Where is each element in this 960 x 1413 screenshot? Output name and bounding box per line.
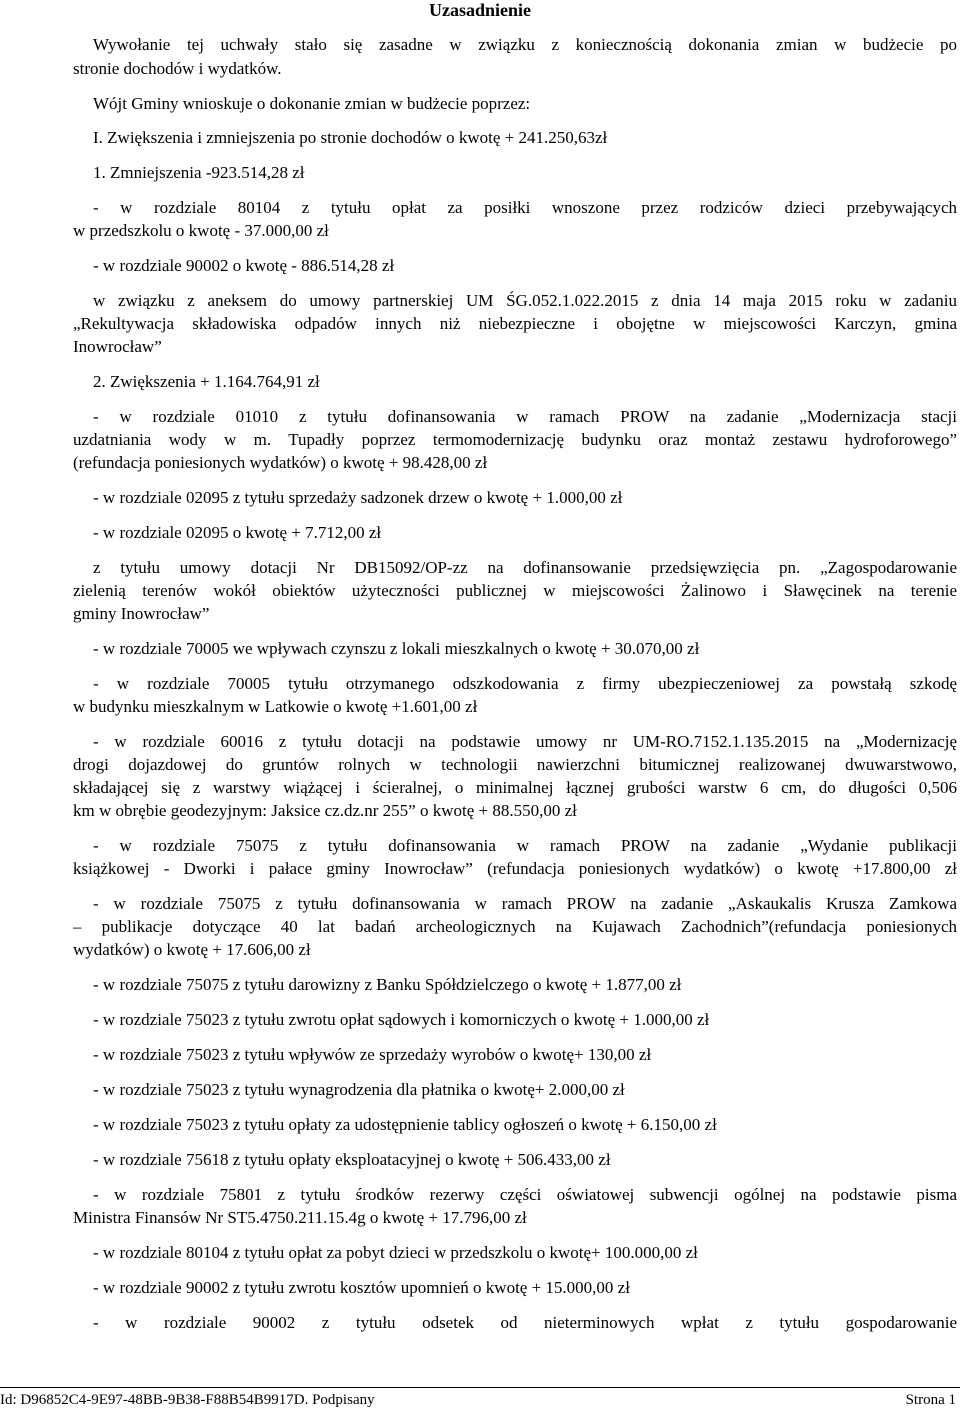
item-60016-line1: - w rozdziale 60016 z tytułu dotacji na podstawie umowy nr UM-RO.7152.1.135.2015 na „Modernizację [93,732,957,751]
item-60016-line4: km w obrębie geodezyjnym: Jaksice cz.dz.nr 255” o kwotę + 88.550,00 zł [73,801,577,820]
paragraph-intro-line2: stronie dochodów i wydatków. [73,59,282,78]
grant-line2: zielenią terenów wokół obiektów użyteczności publicznej w miejscowości Żalinowo i Sławęcinek na terenie [73,581,957,600]
item-90002-reminder-costs: - w rozdziale 90002 z tytułu zwrotu kosztów upomnień o kwotę + 15.000,00 zł [93,1278,630,1297]
item-90002-interest: - w rozdziale 90002 z tytułu odsetek od nieterminowych wpłat z tytułu gospodarowanie [93,1313,957,1332]
item-80104-line1: - w rozdziale 80104 z tytułu opłat za posiłki wnoszone przez rodziców dzieci przebywających [93,198,957,217]
item-75075-askaukalis-line2: – publikacje dotyczące 40 lat badań archeologicznych na Kujawach Zachodnich”(refundacja poniesionych [73,917,957,936]
item-75023-products: - w rozdziale 75023 z tytułu wpływów ze sprzedaży wyrobów o kwotę+ 130,00 zł [93,1045,652,1064]
item-75618-exploitation-fee: - w rozdziale 75618 z tytułu opłaty eksploatacyjnej o kwotę + 506.433,00 zł [93,1150,611,1169]
item-70005-rent: - w rozdziale 70005 we wpływach czynszu z lokali mieszkalnych o kwotę + 30.070,00 zł [93,639,700,658]
item-01010-line3: (refundacja poniesionych wydatków) o kwotę + 98.428,00 zł [73,453,488,472]
item-75075-publication-line1: - w rozdziale 75075 z tytułu dofinansowania w ramach PROW na zadanie „Wydanie publikacji [93,836,957,855]
paragraph-request: Wójt Gminy wnioskuje o dokonanie zmian w budżecie poprzez: [93,94,531,113]
item-01010-line2: uzdatniania wody w m. Tupadły poprzez termomodernizację budynku oraz montaż zestawu hydroforowego” [73,430,957,449]
item-75075-donation: - w rozdziale 75075 z tytułu darowizny z Banku Spółdzielczego o kwotę + 1.877,00 zł [93,975,682,994]
footer-document-id: Id: D96852C4-9E97-48BB-9B38-F88B54B9917D. Podpisany [0,1392,375,1408]
item-75075-publication-line2: książkowej - Dworki i pałace gminy Inowrocław” (refundacja poniesionych wydatków) o kwotę +17.800,00 zł [73,859,957,878]
item-75075-askaukalis-line3: wydatków) o kwotę + 17.606,00 zł [73,940,311,959]
item-70005-compensation-line2: w budynku mieszkalnym w Latkowie o kwotę +1.601,00 zł [73,697,478,716]
footer-divider [0,1387,960,1388]
paragraph-intro-line1: Wywołanie tej uchwały stało się zasadne w związku z koniecznością dokonania zmian w budżecie po [93,35,957,54]
item-80104-line2: w przedszkolu o kwotę - 37.000,00 zł [73,221,329,240]
item-75801-line1: - w rozdziale 75801 z tytułu środków rezerwy części oświatowej subwencji ogólnej na podstawie pisma [93,1185,957,1204]
document-heading: Uzasadnienie [428,0,531,20]
item-75023-court-fees: - w rozdziale 75023 z tytułu zwrotu opłat sądowych i komorniczych o kwotę + 1.000,00 zł [93,1010,710,1029]
annex-line1: w związku z aneksem do umowy partnerskiej UM ŚG.052.1.022.2015 z dnia 14 maja 2015 roku w zadaniu [93,291,957,310]
item-75023-notice-board: - w rozdziale 75023 z tytułu opłaty za udostępnienie tablicy ogłoszeń o kwotę + 6.150,00 zł [93,1115,717,1134]
decrease-heading: 1. Zmniejszenia -923.514,28 zł [93,163,305,182]
item-75075-askaukalis-line1: - w rozdziale 75075 z tytułu dofinansowania w ramach PROW na zadanie „Askaukalis Krusza Zamkowa [93,894,957,913]
item-70005-compensation-line1: - w rozdziale 70005 tytułu otrzymanego odszkodowania z firmy ubezpieczeniowej za powstałą szkodę [93,674,957,693]
item-90002-decrease: - w rozdziale 90002 o kwotę - 886.514,28 zł [93,256,395,275]
section-i-heading: I. Zwiększenia i zmniejszenia po stronie dochodów o kwotę + 241.250,63zł [93,128,608,147]
item-75801-line2: Ministra Finansów Nr ST5.4750.211.15.4g o kwotę + 17.796,00 zł [73,1208,527,1227]
item-80104-kindergarten-fee: - w rozdziale 80104 z tytułu opłat za pobyt dzieci w przedszkolu o kwotę+ 100.000,00 zł [93,1243,698,1262]
item-02095-amount: - w rozdziale 02095 o kwotę + 7.712,00 zł [93,523,382,542]
item-01010-line1: - w rozdziale 01010 z tytułu dofinansowania w ramach PROW na zadanie „Modernizacja stacji [93,407,957,426]
grant-line1: z tytułu umowy dotacji Nr DB15092/OP-zz na dofinansowanie przedsięwzięcia pn. „Zagospodarowanie [93,558,957,577]
item-02095-sale: - w rozdziale 02095 z tytułu sprzedaży sadzonek drzew o kwotę + 1.000,00 zł [93,488,623,507]
annex-line3: Inowrocław” [73,337,162,356]
item-75023-payer-fee: - w rozdziale 75023 z tytułu wynagrodzenia dla płatnika o kwotę+ 2.000,00 zł [93,1080,625,1099]
grant-line3: gminy Inowrocław” [73,604,210,623]
item-60016-line3: składającej się z warstwy wiążącej i ścieralnej, o minimalnej łącznej grubości warstw 6 cm, do długości 0,506 [73,778,957,797]
item-60016-line2: drogi dojazdowej do gruntów rolnych w technologii nawierzchni bitumicznej realizowanej dwuwarstwowo, [73,755,957,774]
footer-page-number: Strona 1 [905,1392,956,1408]
increase-heading: 2. Zwiększenia + 1.164.764,91 zł [93,372,320,391]
annex-line2: „Rekultywacja składowiska odpadów innych niż niebezpieczne i obojętne w miejscowości Karczyn, gmina [73,314,957,333]
